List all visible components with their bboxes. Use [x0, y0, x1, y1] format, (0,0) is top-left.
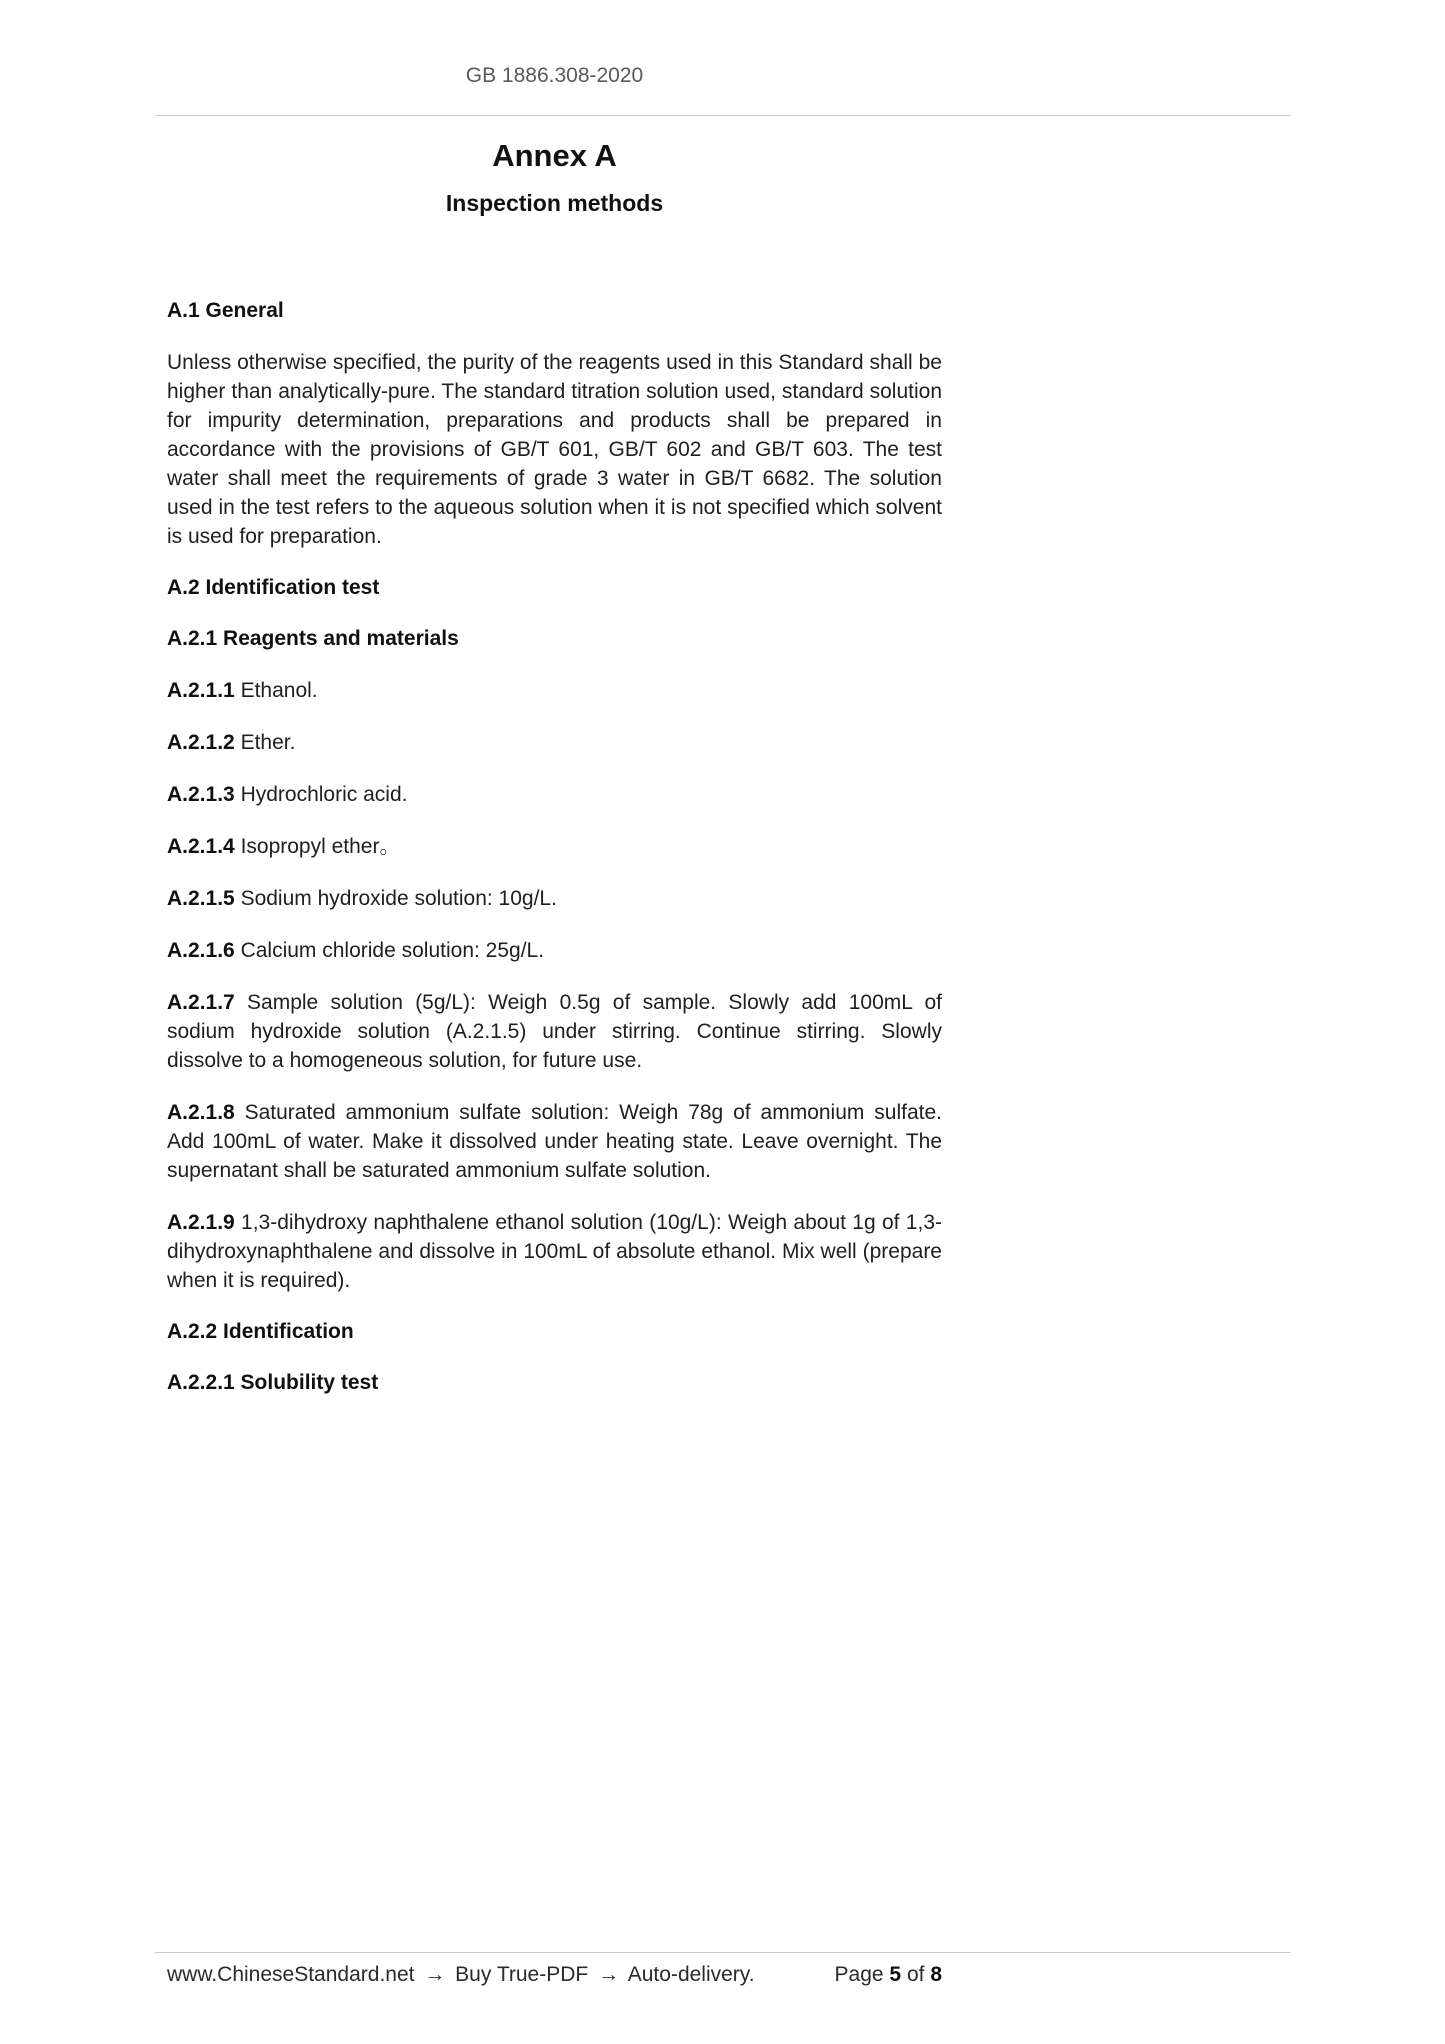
item-text: Saturated ammonium sulfate solution: Weigh 78g of ammonium sulfate. Add 100mL of water. Make it dissolved under heating state. Leave overnight. The supernatant shall be saturated ammonium sulfate solution.: [167, 1101, 942, 1182]
reagent-item-3: [167, 780, 942, 809]
footer-buy-text: Buy True-PDF: [455, 1963, 589, 1986]
arrow-right-icon: →: [598, 1963, 620, 1986]
reagent-item-8: [167, 1098, 942, 1185]
annex-subtitle: Inspection methods: [445, 190, 664, 216]
reagent-item-7: [167, 988, 942, 1075]
item-text: Sample solution (5g/L): Weigh 0.5g of sample. Slowly add 100mL of sodium hydroxide solution (A.2.1.5) under stirring. Continue stirring. Slowly dissolve to a homogeneous solution, for future use.: [167, 991, 942, 1072]
item-label: A.2.1.7: [167, 991, 235, 1014]
page-footer: [167, 1962, 942, 1987]
item-text: Isopropyl ether。: [240, 835, 401, 858]
item-text: Ethanol.: [240, 679, 318, 702]
footer-site-link[interactable]: www.ChineseStandard.net: [167, 1963, 415, 1986]
item-label: A.2.1.8: [167, 1101, 235, 1124]
footer-page-info: [835, 1962, 942, 1987]
reagent-item-9: [167, 1208, 942, 1295]
section-heading-a1-general: A.1 General: [167, 299, 284, 322]
item-text: Ether.: [240, 731, 296, 754]
section-heading-a221-solubility: A.2.2.1 Solubility test: [167, 1371, 379, 1394]
item-text: Hydrochloric acid.: [240, 783, 408, 806]
of-label: of: [906, 1963, 925, 1986]
page-number: 5: [889, 1963, 902, 1986]
item-label: A.2.1.2: [167, 731, 235, 754]
item-label: A.2.1.1: [167, 679, 235, 702]
item-text: 1,3-dihydroxy naphthalene ethanol solution (10g/L): Weigh about 1g of 1,3-dihydroxynaphthalene and dissolve in 100mL of absolute ethanol. Mix well (prepare when it is required).: [167, 1211, 942, 1292]
reagent-item-1: [167, 676, 942, 705]
footer-delivery-text: Auto-delivery.: [627, 1963, 755, 1986]
footer-promo: [167, 1962, 759, 1987]
paragraph-general: Unless otherwise specified, the purity of the reagents used in this Standard shall be higher than analytically-pure. The standard titration solution used, standard solution for impurity determination, preparations and products shall be prepared in accordance with the provisions of GB/T 601, GB/T 602 and GB/T 603. The test water shall meet the requirements of grade 3 water in GB/T 6682. The solution used in the test refers to the aqueous solution when it is not specified which solvent is used for preparation.: [167, 351, 942, 548]
annex-title: Annex A: [492, 138, 617, 173]
item-text: Calcium chloride solution: 25g/L.: [240, 939, 545, 962]
reagent-item-5: [167, 884, 942, 913]
item-label: A.2.1.4: [167, 835, 235, 858]
item-text: Sodium hydroxide solution: 10g/L.: [240, 887, 557, 910]
annex-content: [167, 138, 942, 1420]
section-heading-a22-identification: A.2.2 Identification: [167, 1320, 354, 1343]
reagent-item-6: [167, 936, 942, 965]
section-heading-a21-reagents: A.2.1 Reagents and materials: [167, 627, 459, 650]
document-header-number: GB 1886.308-2020: [465, 64, 644, 87]
item-label: A.2.1.6: [167, 939, 235, 962]
page-total: 8: [930, 1963, 942, 1986]
reagent-item-4: [167, 832, 942, 861]
item-label: A.2.1.9: [167, 1211, 235, 1234]
arrow-right-icon: →: [424, 1963, 446, 1986]
item-label: A.2.1.3: [167, 783, 235, 806]
item-label: A.2.1.5: [167, 887, 235, 910]
header-rule: [155, 115, 1291, 116]
footer-rule: [155, 1952, 1291, 1953]
page-label: Page: [834, 1963, 884, 1986]
reagent-item-2: [167, 728, 942, 757]
section-heading-a2-identification-test: A.2 Identification test: [167, 576, 380, 599]
